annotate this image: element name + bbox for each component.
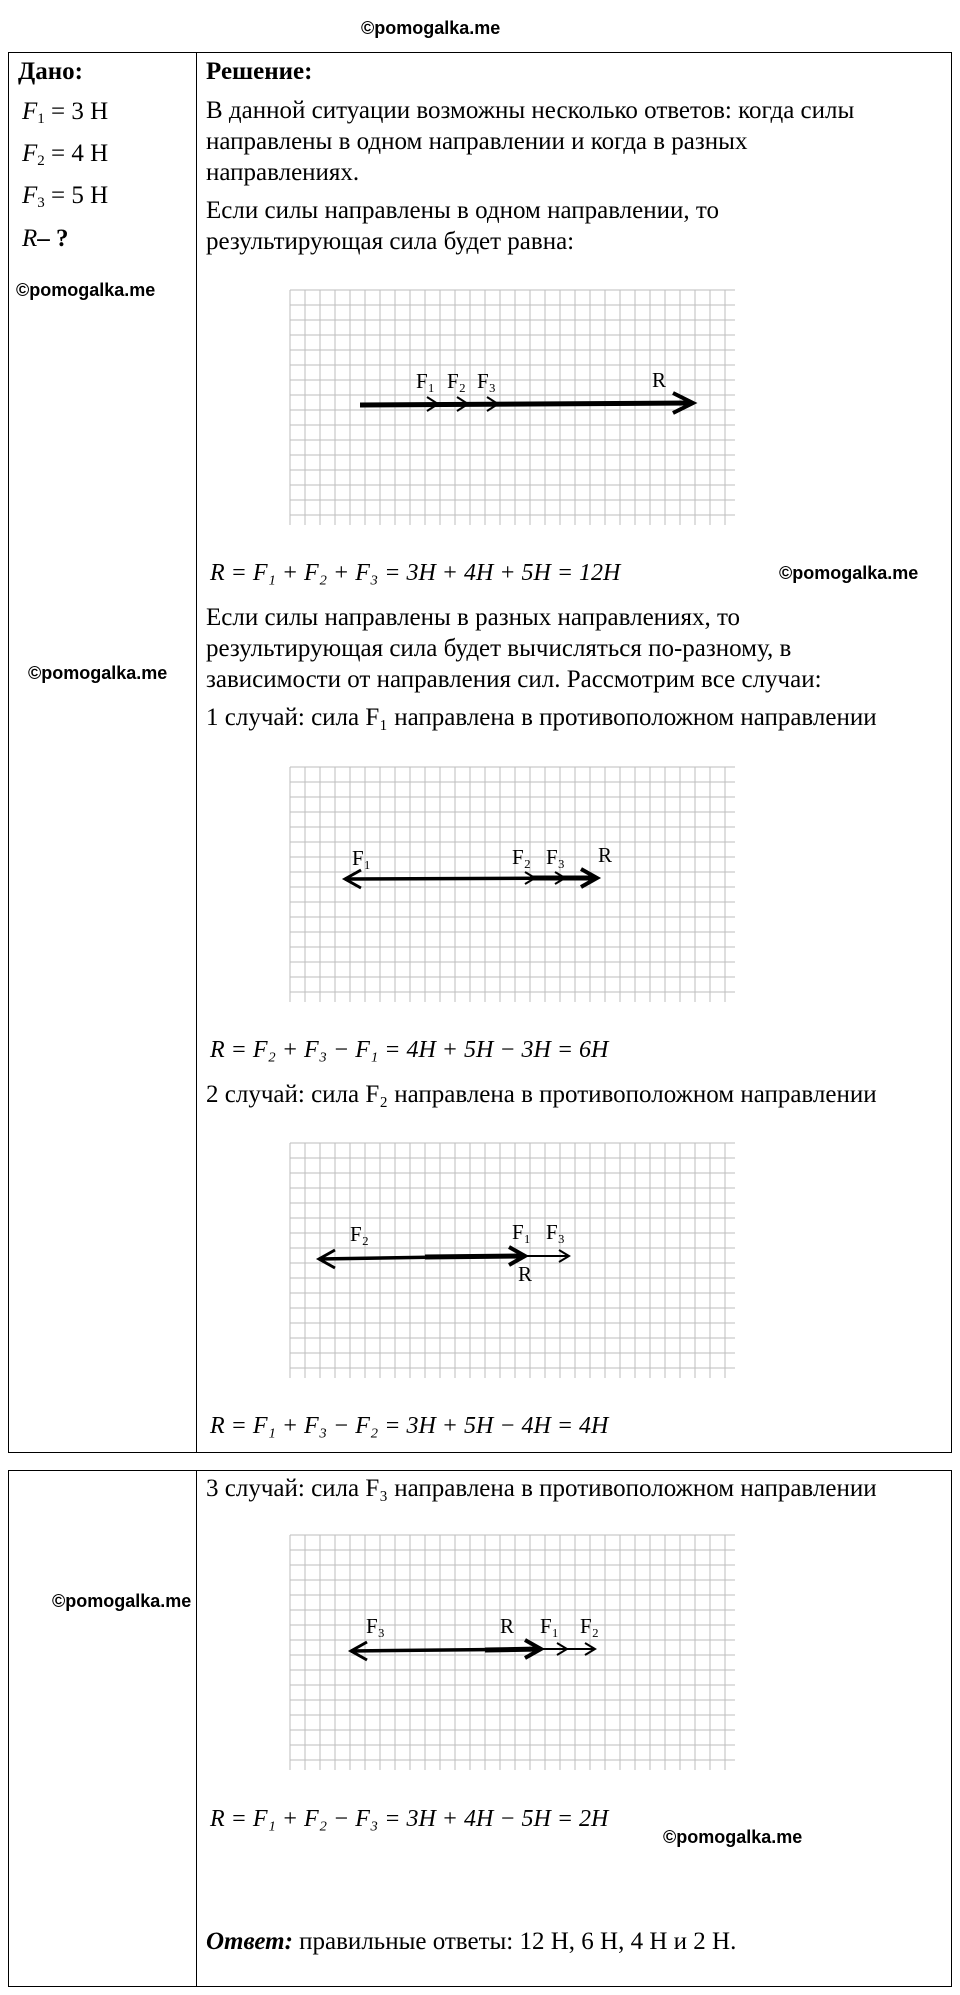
paragraph: В данной ситуации возможны несколько ответов: когда силы bbox=[206, 97, 855, 124]
equation-same-direction: R = F₁ + F₂ + F₃ = 3H + 4H + 5H = 12H bbox=[210, 560, 621, 586]
paragraph: зависимости от направления сил. Рассмотрим все случаи: bbox=[206, 666, 822, 693]
given-unknown: R– ? bbox=[22, 225, 69, 252]
watermark: ©pomogalka.me bbox=[663, 1827, 803, 1847]
answer: Ответ: правильные ответы: 12 Н, 6 Н, 4 Н и 2 Н. bbox=[206, 1928, 737, 1955]
label-f1: F₁ bbox=[512, 1220, 532, 1244]
given-f2: $F_2 = 4$ Н bbox=[22, 140, 109, 169]
label-f3: F₃ bbox=[546, 845, 566, 869]
label-r: R bbox=[518, 1262, 533, 1286]
label-r: R bbox=[598, 843, 613, 867]
diagram-case-3 bbox=[285, 1530, 755, 1790]
resultant-arrow bbox=[425, 1256, 525, 1257]
solution-title: Решение: bbox=[206, 58, 313, 85]
watermark: ©pomogalka.me bbox=[16, 280, 156, 300]
column-divider bbox=[196, 52, 197, 1453]
watermark: ©pomogalka.me bbox=[52, 1591, 192, 1611]
grid bbox=[290, 290, 735, 525]
label-f3: F₃ bbox=[366, 1614, 386, 1638]
paragraph: направлены в одном направлении и когда в разных bbox=[206, 128, 748, 155]
equation-case-3: R = F₁ + F₂ − F₃ = 3H + 4H − 5H = 2H bbox=[210, 1806, 609, 1832]
label-f1: F₁ bbox=[416, 369, 436, 393]
paragraph: Если силы направлены в разных направлениях, то bbox=[206, 604, 741, 631]
label-f2: F₂ bbox=[447, 369, 467, 393]
given-f3: $F_3 = 5$ Н bbox=[22, 182, 109, 211]
resultant-arrow bbox=[360, 403, 690, 405]
equation-case-2: R = F₁ + F₃ − F₂ = 3H + 5H − 4H = 4H bbox=[210, 1413, 609, 1439]
label-f3: F₃ bbox=[546, 1220, 566, 1244]
case-1-title: 1 случай: сила F₁ направлена в противоположном направлении bbox=[206, 704, 877, 731]
paragraph: результирующая сила будет вычисляться по-разному, в bbox=[206, 635, 792, 662]
column-divider bbox=[196, 1470, 197, 1987]
watermark: ©pomogalka.me bbox=[361, 18, 501, 38]
label-f1: F₁ bbox=[352, 846, 372, 870]
watermark: ©pomogalka.me bbox=[779, 563, 919, 583]
label-f2: F₂ bbox=[512, 845, 532, 869]
given-f1: $F_1 = 3$ Н bbox=[22, 98, 109, 127]
grid bbox=[290, 1143, 735, 1378]
label-f2: F₂ bbox=[350, 1222, 370, 1246]
label-r: R bbox=[500, 1614, 515, 1638]
diagram-same-direction bbox=[285, 285, 755, 545]
paragraph: результирующая сила будет равна: bbox=[206, 228, 575, 255]
paragraph: направлениях. bbox=[206, 159, 360, 186]
case-2-title: 2 случай: сила F₂ направлена в противоположном направлении bbox=[206, 1081, 877, 1108]
label-f3: F₃ bbox=[477, 369, 497, 393]
resultant-arrow bbox=[485, 1649, 541, 1650]
given-title: Дано: bbox=[18, 58, 83, 85]
case-3-title: 3 случай: сила F₃ направлена в противоположном направлении bbox=[206, 1475, 877, 1502]
label-f1: F₁ bbox=[540, 1614, 560, 1638]
label-r: R bbox=[652, 368, 667, 392]
watermark: ©pomogalka.me bbox=[28, 663, 168, 683]
diagram-case-1 bbox=[285, 762, 755, 1022]
label-f2: F₂ bbox=[580, 1614, 600, 1638]
paragraph: Если силы направлены в одном направлении, то bbox=[206, 197, 719, 224]
equation-case-1: R = F₂ + F₃ − F₁ = 4H + 5H − 3H = 6H bbox=[210, 1037, 609, 1063]
